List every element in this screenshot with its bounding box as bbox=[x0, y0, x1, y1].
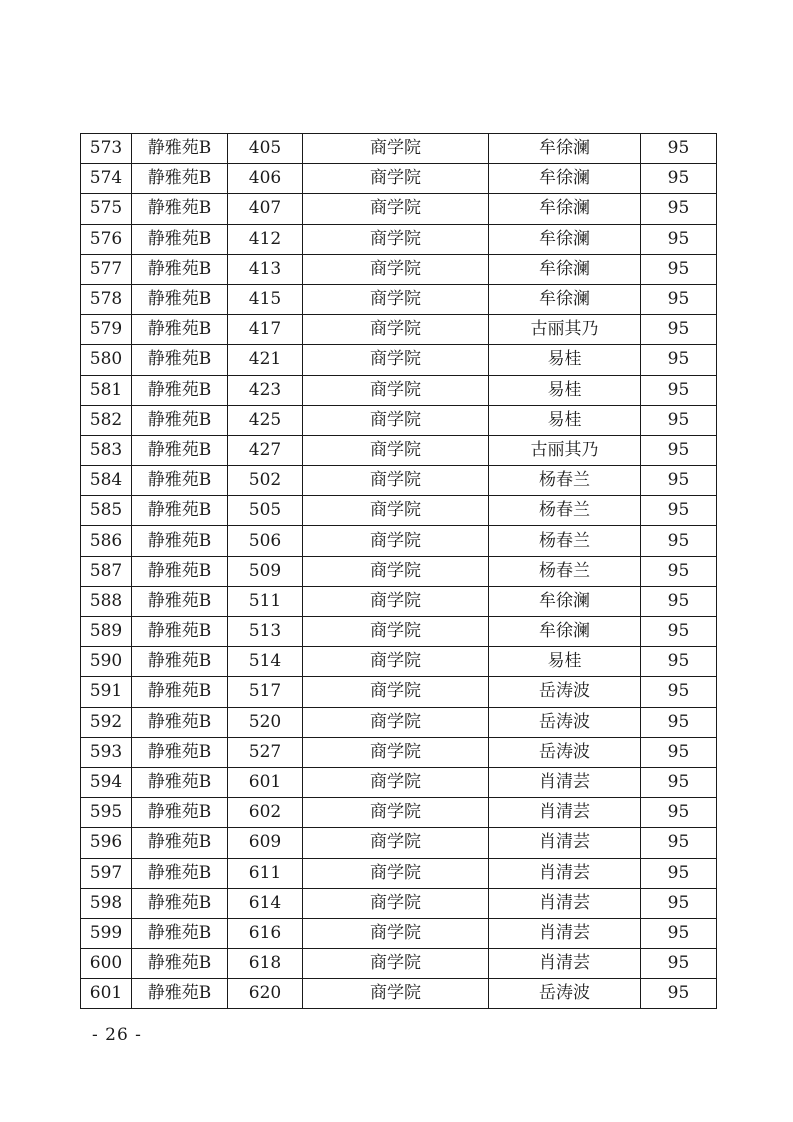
room-cell: 406 bbox=[228, 164, 303, 194]
row-number-cell: 599 bbox=[81, 918, 132, 948]
table-row bbox=[81, 526, 717, 556]
building-cell: 静雅苑B bbox=[132, 556, 228, 586]
room-cell: 509 bbox=[228, 556, 303, 586]
score-cell: 95 bbox=[641, 284, 717, 314]
building-cell: 静雅苑B bbox=[132, 345, 228, 375]
table-row bbox=[81, 284, 717, 314]
room-cell: 415 bbox=[228, 284, 303, 314]
building-cell: 静雅苑B bbox=[132, 466, 228, 496]
score-cell: 95 bbox=[641, 707, 717, 737]
score-cell: 95 bbox=[641, 435, 717, 465]
room-cell: 601 bbox=[228, 767, 303, 797]
table-row bbox=[81, 828, 717, 858]
row-number-cell: 598 bbox=[81, 888, 132, 918]
college-cell: 商学院 bbox=[303, 315, 489, 345]
table-row bbox=[81, 888, 717, 918]
person-cell: 肖清芸 bbox=[489, 949, 641, 979]
room-cell: 527 bbox=[228, 737, 303, 767]
row-number-cell: 596 bbox=[81, 828, 132, 858]
score-cell: 95 bbox=[641, 617, 717, 647]
person-cell: 牟徐澜 bbox=[489, 194, 641, 224]
building-cell: 静雅苑B bbox=[132, 134, 228, 164]
college-cell: 商学院 bbox=[303, 767, 489, 797]
building-cell: 静雅苑B bbox=[132, 858, 228, 888]
college-cell: 商学院 bbox=[303, 798, 489, 828]
table-row bbox=[81, 979, 717, 1009]
score-cell: 95 bbox=[641, 496, 717, 526]
score-cell: 95 bbox=[641, 254, 717, 284]
table-row bbox=[81, 254, 717, 284]
room-cell: 405 bbox=[228, 134, 303, 164]
score-cell: 95 bbox=[641, 798, 717, 828]
person-cell: 牟徐澜 bbox=[489, 284, 641, 314]
row-number-cell: 582 bbox=[81, 405, 132, 435]
row-number-cell: 573 bbox=[81, 134, 132, 164]
college-cell: 商学院 bbox=[303, 707, 489, 737]
person-cell: 牟徐澜 bbox=[489, 617, 641, 647]
building-cell: 静雅苑B bbox=[132, 586, 228, 616]
building-cell: 静雅苑B bbox=[132, 767, 228, 797]
person-cell: 岳涛波 bbox=[489, 737, 641, 767]
table-row bbox=[81, 345, 717, 375]
row-number-cell: 574 bbox=[81, 164, 132, 194]
building-cell: 静雅苑B bbox=[132, 617, 228, 647]
score-cell: 95 bbox=[641, 134, 717, 164]
table-body bbox=[81, 134, 717, 1009]
college-cell: 商学院 bbox=[303, 405, 489, 435]
person-cell: 肖清芸 bbox=[489, 858, 641, 888]
row-number-cell: 578 bbox=[81, 284, 132, 314]
table-row bbox=[81, 466, 717, 496]
person-cell: 肖清芸 bbox=[489, 798, 641, 828]
room-cell: 511 bbox=[228, 586, 303, 616]
building-cell: 静雅苑B bbox=[132, 707, 228, 737]
row-number-cell: 588 bbox=[81, 586, 132, 616]
score-cell: 95 bbox=[641, 375, 717, 405]
room-cell: 513 bbox=[228, 617, 303, 647]
score-cell: 95 bbox=[641, 858, 717, 888]
score-cell: 95 bbox=[641, 888, 717, 918]
person-cell: 易桂 bbox=[489, 345, 641, 375]
table-row bbox=[81, 858, 717, 888]
college-cell: 商学院 bbox=[303, 526, 489, 556]
college-cell: 商学院 bbox=[303, 979, 489, 1009]
college-cell: 商学院 bbox=[303, 828, 489, 858]
row-number-cell: 590 bbox=[81, 647, 132, 677]
college-cell: 商学院 bbox=[303, 375, 489, 405]
college-cell: 商学院 bbox=[303, 918, 489, 948]
building-cell: 静雅苑B bbox=[132, 224, 228, 254]
person-cell: 杨春兰 bbox=[489, 496, 641, 526]
score-cell: 95 bbox=[641, 315, 717, 345]
college-cell: 商学院 bbox=[303, 435, 489, 465]
person-cell: 肖清芸 bbox=[489, 888, 641, 918]
building-cell: 静雅苑B bbox=[132, 949, 228, 979]
table-row bbox=[81, 949, 717, 979]
table-row bbox=[81, 677, 717, 707]
room-cell: 614 bbox=[228, 888, 303, 918]
table-row bbox=[81, 556, 717, 586]
person-cell: 古丽其乃 bbox=[489, 315, 641, 345]
person-cell: 杨春兰 bbox=[489, 466, 641, 496]
person-cell: 牟徐澜 bbox=[489, 586, 641, 616]
person-cell: 牟徐澜 bbox=[489, 254, 641, 284]
table-row bbox=[81, 586, 717, 616]
row-number-cell: 597 bbox=[81, 858, 132, 888]
score-cell: 95 bbox=[641, 647, 717, 677]
room-cell: 412 bbox=[228, 224, 303, 254]
building-cell: 静雅苑B bbox=[132, 798, 228, 828]
row-number-cell: 600 bbox=[81, 949, 132, 979]
table-row bbox=[81, 798, 717, 828]
table-row bbox=[81, 918, 717, 948]
score-cell: 95 bbox=[641, 828, 717, 858]
row-number-cell: 584 bbox=[81, 466, 132, 496]
row-number-cell: 583 bbox=[81, 435, 132, 465]
college-cell: 商学院 bbox=[303, 466, 489, 496]
person-cell: 肖清芸 bbox=[489, 828, 641, 858]
building-cell: 静雅苑B bbox=[132, 284, 228, 314]
college-cell: 商学院 bbox=[303, 617, 489, 647]
score-cell: 95 bbox=[641, 466, 717, 496]
college-cell: 商学院 bbox=[303, 586, 489, 616]
building-cell: 静雅苑B bbox=[132, 828, 228, 858]
score-cell: 95 bbox=[641, 345, 717, 375]
college-cell: 商学院 bbox=[303, 345, 489, 375]
row-number-cell: 595 bbox=[81, 798, 132, 828]
person-cell: 易桂 bbox=[489, 375, 641, 405]
room-cell: 502 bbox=[228, 466, 303, 496]
table-row bbox=[81, 315, 717, 345]
score-cell: 95 bbox=[641, 949, 717, 979]
building-cell: 静雅苑B bbox=[132, 435, 228, 465]
table-row bbox=[81, 647, 717, 677]
college-cell: 商学院 bbox=[303, 677, 489, 707]
room-cell: 602 bbox=[228, 798, 303, 828]
room-cell: 520 bbox=[228, 707, 303, 737]
college-cell: 商学院 bbox=[303, 194, 489, 224]
score-cell: 95 bbox=[641, 737, 717, 767]
building-cell: 静雅苑B bbox=[132, 405, 228, 435]
room-cell: 517 bbox=[228, 677, 303, 707]
building-cell: 静雅苑B bbox=[132, 496, 228, 526]
person-cell: 杨春兰 bbox=[489, 556, 641, 586]
room-cell: 425 bbox=[228, 405, 303, 435]
row-number-cell: 592 bbox=[81, 707, 132, 737]
score-cell: 95 bbox=[641, 556, 717, 586]
room-cell: 611 bbox=[228, 858, 303, 888]
building-cell: 静雅苑B bbox=[132, 254, 228, 284]
building-cell: 静雅苑B bbox=[132, 164, 228, 194]
score-cell: 95 bbox=[641, 586, 717, 616]
college-cell: 商学院 bbox=[303, 737, 489, 767]
college-cell: 商学院 bbox=[303, 647, 489, 677]
score-cell: 95 bbox=[641, 677, 717, 707]
college-cell: 商学院 bbox=[303, 134, 489, 164]
room-cell: 514 bbox=[228, 647, 303, 677]
row-number-cell: 580 bbox=[81, 345, 132, 375]
page-number: - 26 - bbox=[92, 1025, 142, 1045]
score-cell: 95 bbox=[641, 405, 717, 435]
person-cell: 易桂 bbox=[489, 405, 641, 435]
college-cell: 商学院 bbox=[303, 284, 489, 314]
person-cell: 牟徐澜 bbox=[489, 134, 641, 164]
college-cell: 商学院 bbox=[303, 164, 489, 194]
building-cell: 静雅苑B bbox=[132, 979, 228, 1009]
score-cell: 95 bbox=[641, 918, 717, 948]
row-number-cell: 593 bbox=[81, 737, 132, 767]
row-number-cell: 594 bbox=[81, 767, 132, 797]
building-cell: 静雅苑B bbox=[132, 677, 228, 707]
score-cell: 95 bbox=[641, 164, 717, 194]
building-cell: 静雅苑B bbox=[132, 888, 228, 918]
row-number-cell: 587 bbox=[81, 556, 132, 586]
score-cell: 95 bbox=[641, 767, 717, 797]
table-row bbox=[81, 375, 717, 405]
row-number-cell: 589 bbox=[81, 617, 132, 647]
table-row bbox=[81, 164, 717, 194]
room-cell: 413 bbox=[228, 254, 303, 284]
table-row bbox=[81, 617, 717, 647]
person-cell: 牟徐澜 bbox=[489, 224, 641, 254]
room-cell: 407 bbox=[228, 194, 303, 224]
dormitory-score-table bbox=[80, 133, 716, 1009]
row-number-cell: 591 bbox=[81, 677, 132, 707]
row-number-cell: 577 bbox=[81, 254, 132, 284]
building-cell: 静雅苑B bbox=[132, 315, 228, 345]
score-cell: 95 bbox=[641, 224, 717, 254]
table-row bbox=[81, 737, 717, 767]
room-cell: 616 bbox=[228, 918, 303, 948]
room-cell: 417 bbox=[228, 315, 303, 345]
college-cell: 商学院 bbox=[303, 888, 489, 918]
row-number-cell: 581 bbox=[81, 375, 132, 405]
row-number-cell: 579 bbox=[81, 315, 132, 345]
room-cell: 423 bbox=[228, 375, 303, 405]
room-cell: 609 bbox=[228, 828, 303, 858]
college-cell: 商学院 bbox=[303, 224, 489, 254]
person-cell: 肖清芸 bbox=[489, 918, 641, 948]
building-cell: 静雅苑B bbox=[132, 737, 228, 767]
college-cell: 商学院 bbox=[303, 949, 489, 979]
table-row bbox=[81, 405, 717, 435]
score-cell: 95 bbox=[641, 979, 717, 1009]
person-cell: 易桂 bbox=[489, 647, 641, 677]
score-cell: 95 bbox=[641, 194, 717, 224]
room-cell: 506 bbox=[228, 526, 303, 556]
person-cell: 岳涛波 bbox=[489, 707, 641, 737]
college-cell: 商学院 bbox=[303, 858, 489, 888]
person-cell: 肖清芸 bbox=[489, 767, 641, 797]
table-row bbox=[81, 435, 717, 465]
college-cell: 商学院 bbox=[303, 496, 489, 526]
building-cell: 静雅苑B bbox=[132, 918, 228, 948]
table-row bbox=[81, 194, 717, 224]
table-row bbox=[81, 496, 717, 526]
room-cell: 620 bbox=[228, 979, 303, 1009]
building-cell: 静雅苑B bbox=[132, 375, 228, 405]
row-number-cell: 586 bbox=[81, 526, 132, 556]
score-cell: 95 bbox=[641, 526, 717, 556]
person-cell: 牟徐澜 bbox=[489, 164, 641, 194]
person-cell: 岳涛波 bbox=[489, 677, 641, 707]
person-cell: 杨春兰 bbox=[489, 526, 641, 556]
building-cell: 静雅苑B bbox=[132, 647, 228, 677]
row-number-cell: 601 bbox=[81, 979, 132, 1009]
row-number-cell: 575 bbox=[81, 194, 132, 224]
building-cell: 静雅苑B bbox=[132, 194, 228, 224]
room-cell: 618 bbox=[228, 949, 303, 979]
row-number-cell: 576 bbox=[81, 224, 132, 254]
room-cell: 505 bbox=[228, 496, 303, 526]
row-number-cell: 585 bbox=[81, 496, 132, 526]
college-cell: 商学院 bbox=[303, 556, 489, 586]
room-cell: 421 bbox=[228, 345, 303, 375]
college-cell: 商学院 bbox=[303, 254, 489, 284]
table-row bbox=[81, 224, 717, 254]
person-cell: 古丽其乃 bbox=[489, 435, 641, 465]
person-cell: 岳涛波 bbox=[489, 979, 641, 1009]
table-row bbox=[81, 767, 717, 797]
room-cell: 427 bbox=[228, 435, 303, 465]
building-cell: 静雅苑B bbox=[132, 526, 228, 556]
table-row bbox=[81, 707, 717, 737]
table-row bbox=[81, 134, 717, 164]
